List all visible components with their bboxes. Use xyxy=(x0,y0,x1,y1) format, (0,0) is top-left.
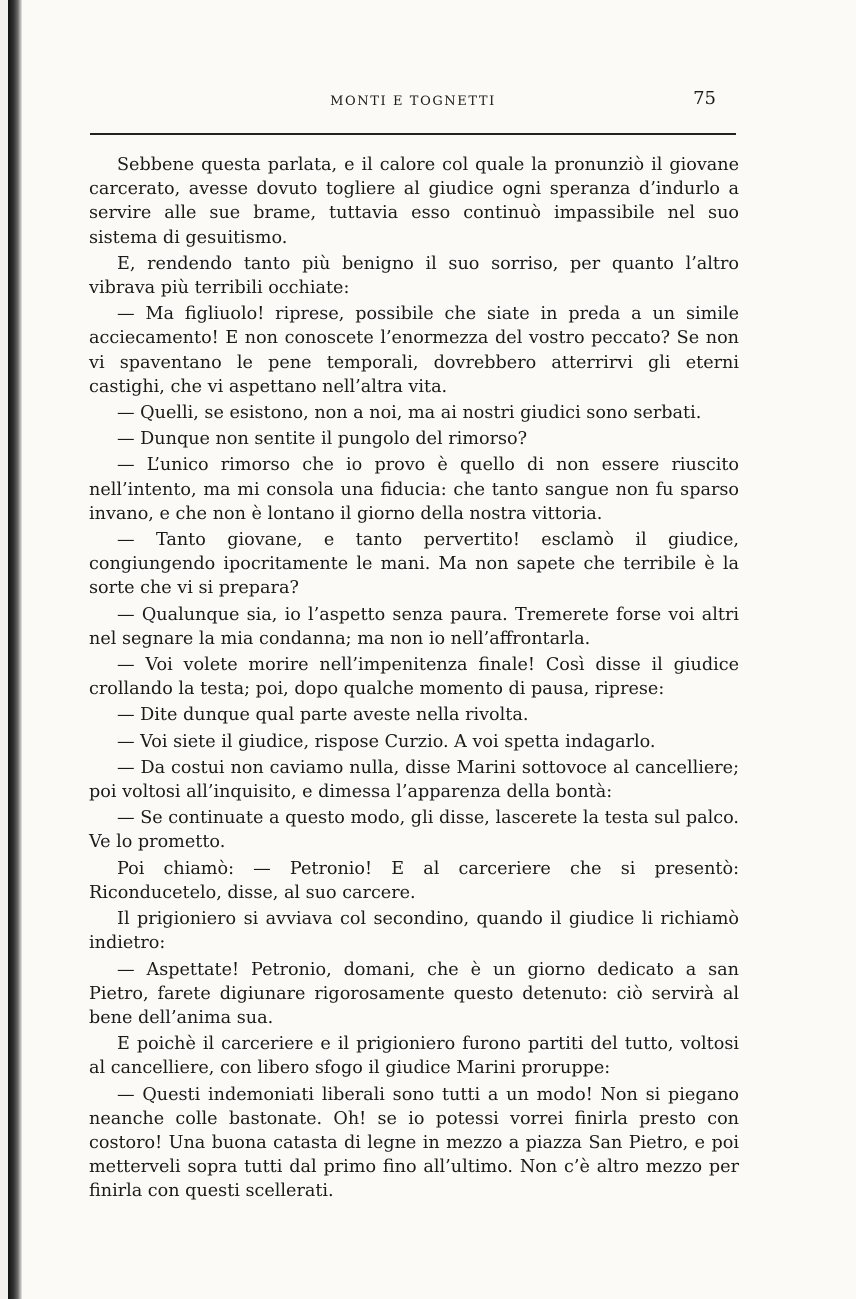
book-binding-edge xyxy=(8,0,22,1299)
paragraph: — Quelli, se esistono, non a noi, ma ai nostri giudici sono serbati. xyxy=(117,403,702,424)
paragraph: — Se continuate a questo modo, gli disse, lascerete la testa sul palco. Ve lo prometto. xyxy=(89,808,739,853)
paragraph: — Qualunque sia, io l’aspetto senza paura. Tremerete forse voi altri nel segnare la mia condanna; ma non io nell’affrontarla. xyxy=(89,604,739,649)
header-rule xyxy=(90,133,736,135)
paragraph: Sebbene questa parlata, e il calore col quale la pronunziò il giovane carcerato, avesse dovuto togliere al giudice ogni speranza d’indurlo a servire alle sue brame, tuttavia esso continuò impassibile nel suo sistema di gesuitismo. xyxy=(89,155,739,248)
paragraph: — L’unico rimorso che io provo è quello di non essere riuscito nell’intento, ma mi consola una fiducia: che tanto sangue non fu sparso invano, e che non è lontano il giorno della nostra vittoria. xyxy=(89,455,739,524)
paragraph: E poichè il carceriere e il prigioniero furono partiti del tutto, voltosi al cancelliere, con libero sfogo il giudice Marini proruppe: xyxy=(89,1034,739,1079)
paragraph: Poi chiamò: — Petronio! E al carceriere che si presentò: Riconducetelo, disse, al suo carcere. xyxy=(89,858,739,903)
paragraph: — Voi volete morire nell’impenitenza finale! Così disse il giudice crollando la testa; poi, dopo qualche momento di pausa, riprese: xyxy=(89,655,739,700)
body-text xyxy=(89,153,739,1204)
paragraph: — Voi siete il giudice, rispose Curzio. A voi spetta indagarlo. xyxy=(117,731,656,752)
paragraph: — Tanto giovane, e tanto pervertito! esclamò il giudice, congiungendo ipocritamente le mani. Ma non sapete che terribile è la sorte che vi si prepara? xyxy=(89,530,739,599)
page-margin-shadow xyxy=(0,0,8,1299)
paragraph: — Questi indemoniati liberali sono tutti a un modo! Non si piegano neanche colle bastonate. Oh! se io potessi vorrei finirla presto con costoro! Una buona catasta di legne in mezzo a piazza San Pietro, e poi metterveli sopra tutti dal primo fino all’ultimo. Non c’è altro mezzo per finirla con questi scellerati. xyxy=(89,1084,739,1202)
paragraph: Il prigioniero si avviava col secondino, quando il giudice li richiamò indietro: xyxy=(89,909,739,954)
paragraph: — Da costui non caviamo nulla, disse Marini sottovoce al cancelliere; poi voltosi all’inquisito, e dimessa l’apparenza della bontà: xyxy=(89,757,739,803)
paragraph: — Ma figliuolo! riprese, possibile che siate in preda a un simile acciecamento! E non conoscete l’enormezza del vostro peccato? Se non vi spaventano le pene temporali, dovrebbero atterrirvi gli eterni castighi, che vi aspettano nell’altra vita. xyxy=(89,304,739,397)
running-head: MONTI E TOGNETTI xyxy=(330,94,496,109)
paragraph: — Dite dunque qual parte aveste nella rivolta. xyxy=(117,705,529,726)
paragraph: — Dunque non sentite il pungolo del rimorso? xyxy=(117,429,528,450)
paragraph: — Aspettate! Petronio, domani, che è un giorno dedicato a san Pietro, farete digiunare rigorosamente questo detenuto: ciò servirà al bene dell’anima sua. xyxy=(89,959,739,1028)
page-number: 75 xyxy=(693,88,716,109)
page-header xyxy=(88,88,738,118)
paragraph: E, rendendo tanto più benigno il suo sorriso, per quanto l’altro vibrava più terribili occhiate: xyxy=(89,253,739,299)
